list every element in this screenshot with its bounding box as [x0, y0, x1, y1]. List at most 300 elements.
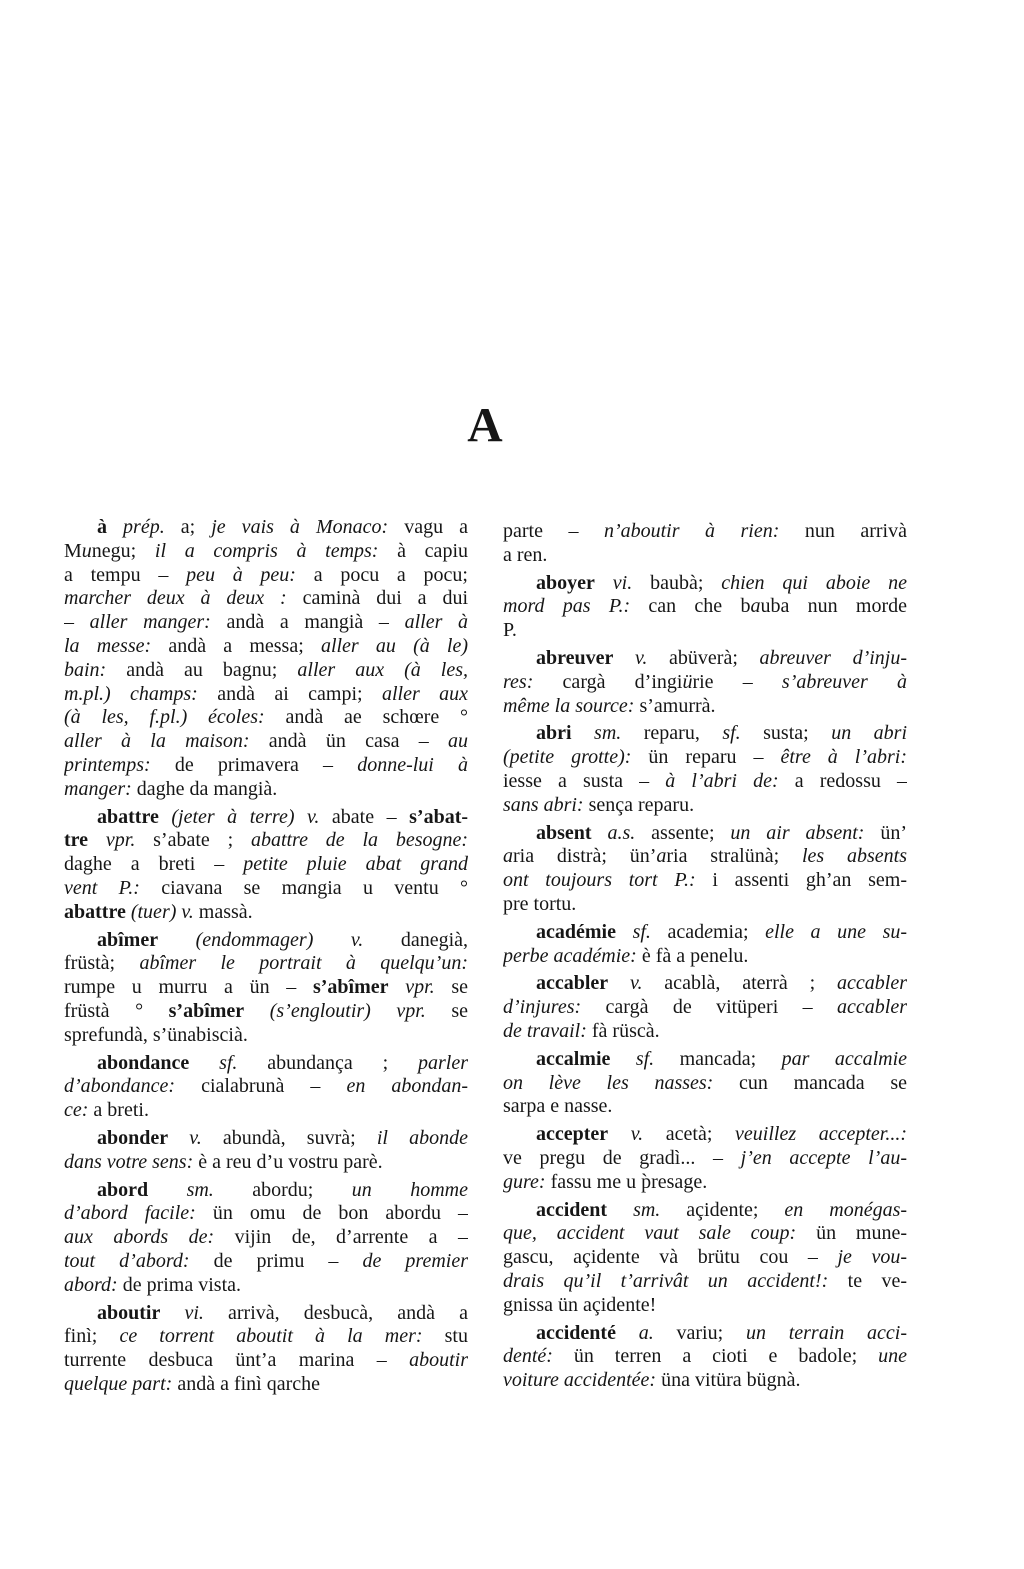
text-run: fà rüscà. — [586, 1019, 660, 1042]
text-run: n’aboutir à rien: — [603, 520, 780, 542]
text-run: baubà; — [632, 571, 722, 594]
text-run: aller manger: — [89, 611, 211, 634]
text-run: M — [64, 539, 82, 562]
text-line — [64, 1302, 468, 1326]
dictionary-entry — [64, 516, 468, 802]
text-run: aller à — [404, 611, 468, 634]
text-run: donne-lui à — [357, 753, 468, 776]
text-run: aboyer — [536, 571, 595, 594]
text-run: mancada; — [654, 1047, 782, 1070]
text-line — [503, 1222, 907, 1246]
text-run — [608, 972, 630, 994]
text-run: la messe: — [64, 634, 152, 657]
text-run: abord — [97, 1178, 149, 1201]
text-run: j’en accepte l’au- — [740, 1146, 907, 1169]
text-run: les absents — [801, 845, 907, 868]
text-run: ce torrent aboutit à la mer: — [119, 1325, 423, 1348]
text-run: cargà d’ingi — [533, 670, 683, 693]
text-line — [503, 921, 907, 945]
text-run: s’abreuver à — [781, 670, 907, 693]
text-run: P. — [503, 619, 517, 642]
text-line — [64, 1151, 468, 1175]
dictionary-text-columns — [64, 516, 907, 1397]
text-run: mord pas P.: — [503, 595, 631, 618]
text-line — [503, 1123, 907, 1147]
text-run: sprefundà, s’ünabiscià. — [64, 1023, 248, 1046]
text-run — [610, 1048, 635, 1070]
text-run: üna vitüra bügnà. — [656, 1369, 801, 1392]
right-column — [503, 516, 907, 1397]
text-line — [503, 794, 907, 818]
text-line — [64, 730, 468, 754]
text-line — [64, 1099, 468, 1123]
text-run: de premier — [362, 1249, 468, 1272]
text-run: a — [750, 595, 761, 618]
text-run: gure: — [503, 1170, 546, 1193]
text-run: abondance — [97, 1051, 190, 1074]
text-run: v. — [630, 972, 643, 995]
text-run: sans abri: — [503, 793, 584, 816]
text-run: ce: — [64, 1099, 89, 1122]
text-line — [64, 683, 468, 707]
text-run: sm. — [594, 722, 622, 745]
text-line — [503, 722, 907, 746]
dictionary-entry — [64, 806, 468, 925]
text-run: a breti. — [88, 1099, 149, 1122]
text-run: académie — [536, 920, 616, 943]
text-line — [503, 1345, 907, 1369]
text-run: sf. — [632, 920, 651, 943]
text-run: de primu – — [189, 1249, 363, 1272]
text-line — [64, 611, 468, 635]
text-run: il a compris à temps: — [154, 539, 379, 562]
text-run: marcher deux à deux : — [64, 587, 287, 610]
text-run: abattre — [97, 805, 159, 828]
text-run: un homme — [351, 1178, 468, 1201]
text-run: ria distrà; ün’ — [513, 845, 657, 868]
text-run: sf. — [722, 722, 741, 745]
text-run: petite pluie abat grand — [243, 853, 468, 876]
text-run: andà au bagnu; — [106, 658, 298, 681]
text-run: ont toujours tort P.: — [503, 869, 696, 892]
text-run: stu — [422, 1325, 468, 1348]
text-run: tout d’abord: — [64, 1249, 190, 1272]
text-line — [64, 587, 468, 611]
text-run: daghe da mangià. — [131, 777, 278, 800]
text-run: elle a une su- — [765, 920, 907, 943]
dictionary-entry — [64, 929, 468, 1048]
dictionary-entry — [503, 1123, 907, 1194]
text-line — [64, 877, 468, 901]
text-run: iesse a susta – — [503, 769, 666, 792]
text-run — [168, 1127, 189, 1149]
text-run — [244, 1000, 270, 1022]
text-run — [88, 829, 106, 851]
text-run — [371, 1000, 397, 1022]
text-run: (endommager) — [195, 928, 314, 951]
text-run: rie – — [692, 670, 782, 693]
text-run: te ve- — [828, 1269, 907, 1292]
text-run: negu; — [91, 539, 155, 562]
text-run: cun mancada se — [713, 1071, 907, 1094]
text-run: ria stralünà; — [666, 845, 802, 868]
text-run: è fà a penelu. — [636, 944, 749, 967]
text-run: accepter — [536, 1123, 609, 1146]
text-run: v. — [181, 900, 194, 923]
text-run — [313, 929, 351, 951]
text-run: veuillez accepter...: — [735, 1123, 907, 1146]
text-line — [503, 671, 907, 695]
text-run: tre — [64, 829, 89, 852]
text-run: d’abord facile: — [64, 1202, 196, 1225]
text-run: a; — [164, 516, 212, 538]
text-run: je vou- — [837, 1246, 907, 1269]
text-line — [503, 572, 907, 596]
text-run: une — [878, 1345, 907, 1368]
text-line — [64, 1052, 468, 1076]
text-line — [503, 520, 907, 544]
text-run: (à les, f.pl.) écoles: — [64, 706, 265, 729]
text-run: danegià, — [363, 928, 468, 951]
text-run: à l’abri de: — [665, 769, 779, 792]
text-run: a — [297, 876, 308, 899]
text-run: acablà, aterrà ; — [642, 972, 838, 995]
text-run: gascu, açidente và brütu cou – — [503, 1246, 838, 1269]
text-run: açidente; — [660, 1198, 785, 1221]
text-run: caminà dui a dui — [286, 587, 468, 610]
text-run: vi. — [612, 571, 633, 594]
text-run: abundà, suvrà; — [201, 1126, 377, 1149]
dictionary-entry — [503, 647, 907, 718]
text-line — [64, 952, 468, 976]
text-run: ve pregu de gradì... – — [503, 1146, 741, 1169]
text-run: e — [704, 920, 713, 943]
text-run: ü — [682, 670, 693, 693]
text-run: (jeter à terre) — [171, 805, 295, 828]
text-run: ün omu de bon abordu – — [195, 1202, 468, 1225]
text-run: andà a mangià – — [210, 611, 405, 634]
text-run: de prima vista. — [117, 1273, 242, 1296]
text-run: d’abondance: — [64, 1075, 176, 1098]
text-run: variu; — [653, 1321, 746, 1344]
text-line — [503, 1048, 907, 1072]
text-run: früstà ° — [64, 999, 169, 1022]
text-line — [503, 1147, 907, 1171]
text-line — [64, 1127, 468, 1151]
dictionary-entry — [503, 822, 907, 917]
text-run: aboutir — [409, 1349, 468, 1372]
text-line — [503, 595, 907, 619]
text-run: un abri — [831, 722, 907, 745]
text-run: cialabrunà – — [175, 1075, 347, 1098]
text-run: bain: — [64, 658, 107, 681]
text-run — [607, 1199, 633, 1221]
text-run — [148, 1179, 186, 1201]
text-line — [64, 853, 468, 877]
text-line — [503, 893, 907, 917]
text-run: un air absent: — [730, 821, 865, 844]
text-run: vpr. — [105, 829, 136, 852]
text-run — [616, 1322, 639, 1344]
text-run: s’abîmer — [168, 999, 245, 1022]
text-line — [64, 754, 468, 778]
text-run: abîmer le portrait à quelqu’un: — [139, 952, 468, 975]
text-run: daghe a breti – — [64, 853, 244, 876]
text-run: abattre — [64, 900, 126, 923]
dictionary-entry — [503, 921, 907, 969]
text-line — [503, 945, 907, 969]
text-run: can che b — [630, 595, 751, 618]
text-run: abreuver d’inju- — [759, 646, 907, 669]
text-run: mia; — [713, 920, 766, 943]
text-run: aboutir — [97, 1301, 161, 1324]
text-run: au — [448, 730, 468, 753]
text-run: sm. — [633, 1198, 661, 1221]
text-run: printemps: — [64, 753, 151, 776]
text-line — [64, 1075, 468, 1099]
text-run: pre tortu. — [503, 892, 577, 915]
text-run: s’abîmer — [312, 976, 389, 999]
text-run: parler — [418, 1051, 468, 1074]
text-line — [503, 1020, 907, 1044]
text-run: abonder — [97, 1126, 169, 1149]
text-run: à — [97, 516, 107, 538]
text-run: aller aux — [381, 682, 468, 705]
text-run: res: — [503, 670, 534, 693]
text-line — [503, 822, 907, 846]
text-line — [64, 1325, 468, 1349]
text-run — [158, 929, 196, 951]
text-run: ngia u ventu ° — [307, 876, 468, 899]
text-run: je vais à Monaco: — [211, 516, 389, 538]
text-run: abate – — [319, 805, 410, 828]
text-run: cargà de vitüperi – — [581, 996, 838, 1019]
text-run — [189, 1052, 219, 1074]
section-letter-heading: A — [467, 397, 503, 452]
text-line — [503, 647, 907, 671]
text-line — [64, 516, 468, 540]
text-run: être à l’abri: — [780, 746, 907, 769]
text-run: abri — [536, 722, 572, 745]
text-run: voiture accidentée: — [503, 1369, 657, 1392]
text-run: ün reparu – — [631, 746, 781, 769]
dictionary-entry — [503, 1048, 907, 1119]
text-run: dans votre sens: — [64, 1150, 194, 1173]
text-line — [503, 544, 907, 568]
text-run: i assenti gh’an sem- — [695, 869, 907, 892]
text-run: rumpe u murru a ün – — [64, 976, 313, 999]
text-run: (tuer) — [130, 900, 177, 923]
text-run — [107, 516, 123, 538]
text-run: – — [64, 611, 90, 634]
text-line — [503, 1095, 907, 1119]
text-run: a — [656, 845, 667, 868]
text-line — [503, 619, 907, 643]
text-line — [64, 1274, 468, 1298]
text-run: en abondan- — [346, 1075, 468, 1098]
dictionary-entry — [64, 1179, 468, 1298]
text-run: m.pl.) champs: — [64, 682, 198, 705]
text-line — [64, 976, 468, 1000]
text-run: früstà; — [64, 952, 140, 975]
text-run: v. — [635, 646, 648, 669]
text-line — [503, 1246, 907, 1270]
text-run: susta; — [740, 722, 832, 745]
dictionary-entry — [503, 1322, 907, 1393]
text-run: même la source: — [503, 694, 635, 717]
text-line — [64, 706, 468, 730]
text-run: abreuver — [536, 646, 614, 669]
text-run: a. — [638, 1321, 654, 1344]
text-run — [616, 921, 633, 943]
text-run: ün terren a cioti e badole; — [552, 1345, 879, 1368]
text-line — [503, 1072, 907, 1096]
text-run: uba nun morde — [760, 595, 907, 618]
text-run: de travail: — [503, 1019, 587, 1042]
text-run: à capiu — [378, 539, 468, 562]
text-run: accabler — [837, 972, 907, 995]
text-line — [64, 659, 468, 683]
text-run: vent P.: — [64, 876, 140, 899]
text-run: vijin de, d’arrente a – — [214, 1226, 468, 1249]
text-run: gnissa ün açidente! — [503, 1293, 657, 1316]
text-run: en monégas- — [784, 1198, 907, 1221]
dictionary-entry — [503, 972, 907, 1043]
text-run: ciavana se m — [139, 876, 298, 899]
text-run: a ren. — [503, 543, 548, 566]
text-run: andà ae schœre ° — [264, 706, 468, 729]
text-line — [503, 1199, 907, 1223]
text-run: accalmie — [536, 1047, 611, 1070]
text-run — [159, 806, 172, 828]
text-run: v. — [630, 1123, 644, 1146]
text-run: se — [434, 976, 468, 999]
text-run: parte – — [503, 520, 604, 542]
dictionary-entry — [503, 572, 907, 643]
text-line — [64, 1250, 468, 1274]
text-line — [503, 1171, 907, 1195]
text-run: aller aux (à les, — [297, 658, 468, 681]
text-line — [503, 746, 907, 770]
text-line — [503, 1322, 907, 1346]
text-run — [294, 806, 307, 828]
text-run: vagu a — [388, 516, 468, 538]
text-run: denté: — [503, 1345, 553, 1368]
text-run — [595, 572, 613, 594]
text-run: v. — [350, 928, 364, 951]
left-column — [64, 516, 468, 1397]
text-run: a redossu – — [778, 769, 907, 792]
text-line — [64, 1179, 468, 1203]
text-run: vpr. — [405, 976, 435, 999]
text-run — [608, 1123, 631, 1145]
text-run — [572, 722, 594, 744]
text-line — [64, 1349, 468, 1373]
text-line — [503, 972, 907, 996]
text-run: accabler — [536, 972, 609, 995]
text-line — [503, 996, 907, 1020]
text-run: perbe académie: — [503, 944, 637, 967]
text-run: s’abat- — [409, 805, 468, 828]
text-run: a tempu – — [64, 563, 187, 586]
text-line — [503, 695, 907, 719]
text-line — [64, 829, 468, 853]
text-run: accidenté — [536, 1321, 616, 1344]
text-run: sf. — [219, 1051, 238, 1074]
text-line — [64, 1000, 468, 1024]
text-run: sm. — [186, 1178, 214, 1201]
text-run: sf. — [635, 1047, 655, 1070]
text-run: reparu, — [621, 722, 723, 745]
text-run: drais qu’il t’arrivât un accident!: — [503, 1269, 829, 1292]
text-run: chien qui aboie ne — [721, 571, 907, 594]
text-run — [160, 1302, 184, 1324]
text-run: abundança ; — [237, 1051, 418, 1074]
text-run: acad — [650, 920, 705, 943]
text-run: fassu me u p̀resage. — [545, 1170, 708, 1193]
dictionary-entry — [64, 1302, 468, 1397]
text-run — [592, 822, 608, 844]
text-run: andà ai campi; — [197, 682, 382, 705]
text-run: un terrain acci- — [745, 1321, 907, 1344]
text-run: turrente desbuca ünt’a marina – — [64, 1349, 410, 1372]
text-line — [64, 901, 468, 925]
text-run: acetà; — [643, 1123, 736, 1146]
text-line — [64, 540, 468, 564]
text-line — [64, 1024, 468, 1048]
text-run: andà a finì qarche — [172, 1372, 321, 1395]
text-run: se — [425, 999, 468, 1022]
text-run: abüverà; — [647, 646, 760, 669]
dictionary-entry — [64, 1052, 468, 1123]
text-line — [503, 1270, 907, 1294]
text-run: prép. — [123, 516, 165, 538]
text-run: arrivà, desbucà, andà a — [203, 1301, 468, 1324]
text-run: è a reu d’u vostru parè. — [193, 1150, 383, 1173]
text-run: a.s. — [607, 821, 636, 844]
dictionary-entry — [503, 722, 907, 817]
text-run: aller au (à le) — [320, 634, 468, 657]
text-run: s’amurrà. — [634, 694, 716, 717]
text-line — [503, 845, 907, 869]
text-run: abord: — [64, 1273, 118, 1296]
text-line — [503, 869, 907, 893]
text-run: de primavera – — [150, 753, 358, 776]
text-run: andà a messa; — [151, 634, 321, 657]
text-line — [64, 1202, 468, 1226]
text-run: aller à la maison: — [64, 730, 250, 753]
text-run: (s’engloutir) — [269, 999, 371, 1022]
text-run: massà. — [193, 900, 253, 923]
text-run: assente; — [635, 821, 731, 844]
text-run: abîmer — [97, 928, 159, 951]
text-run: sença reparu. — [583, 793, 695, 816]
text-line — [64, 806, 468, 830]
text-run — [613, 647, 635, 669]
text-run: v. — [307, 805, 320, 828]
text-line — [503, 770, 907, 794]
text-run: vi. — [184, 1301, 204, 1324]
text-line — [503, 1369, 907, 1393]
text-line — [64, 1373, 468, 1397]
text-run: il abonde — [376, 1126, 468, 1149]
text-run: (petite grotte): — [503, 746, 632, 769]
text-line — [64, 929, 468, 953]
text-run: andà ün casa – — [249, 730, 448, 753]
text-run: d’injures: — [503, 996, 582, 1019]
text-run: abordu; — [213, 1178, 352, 1201]
text-run: nun arrivà — [779, 520, 907, 542]
